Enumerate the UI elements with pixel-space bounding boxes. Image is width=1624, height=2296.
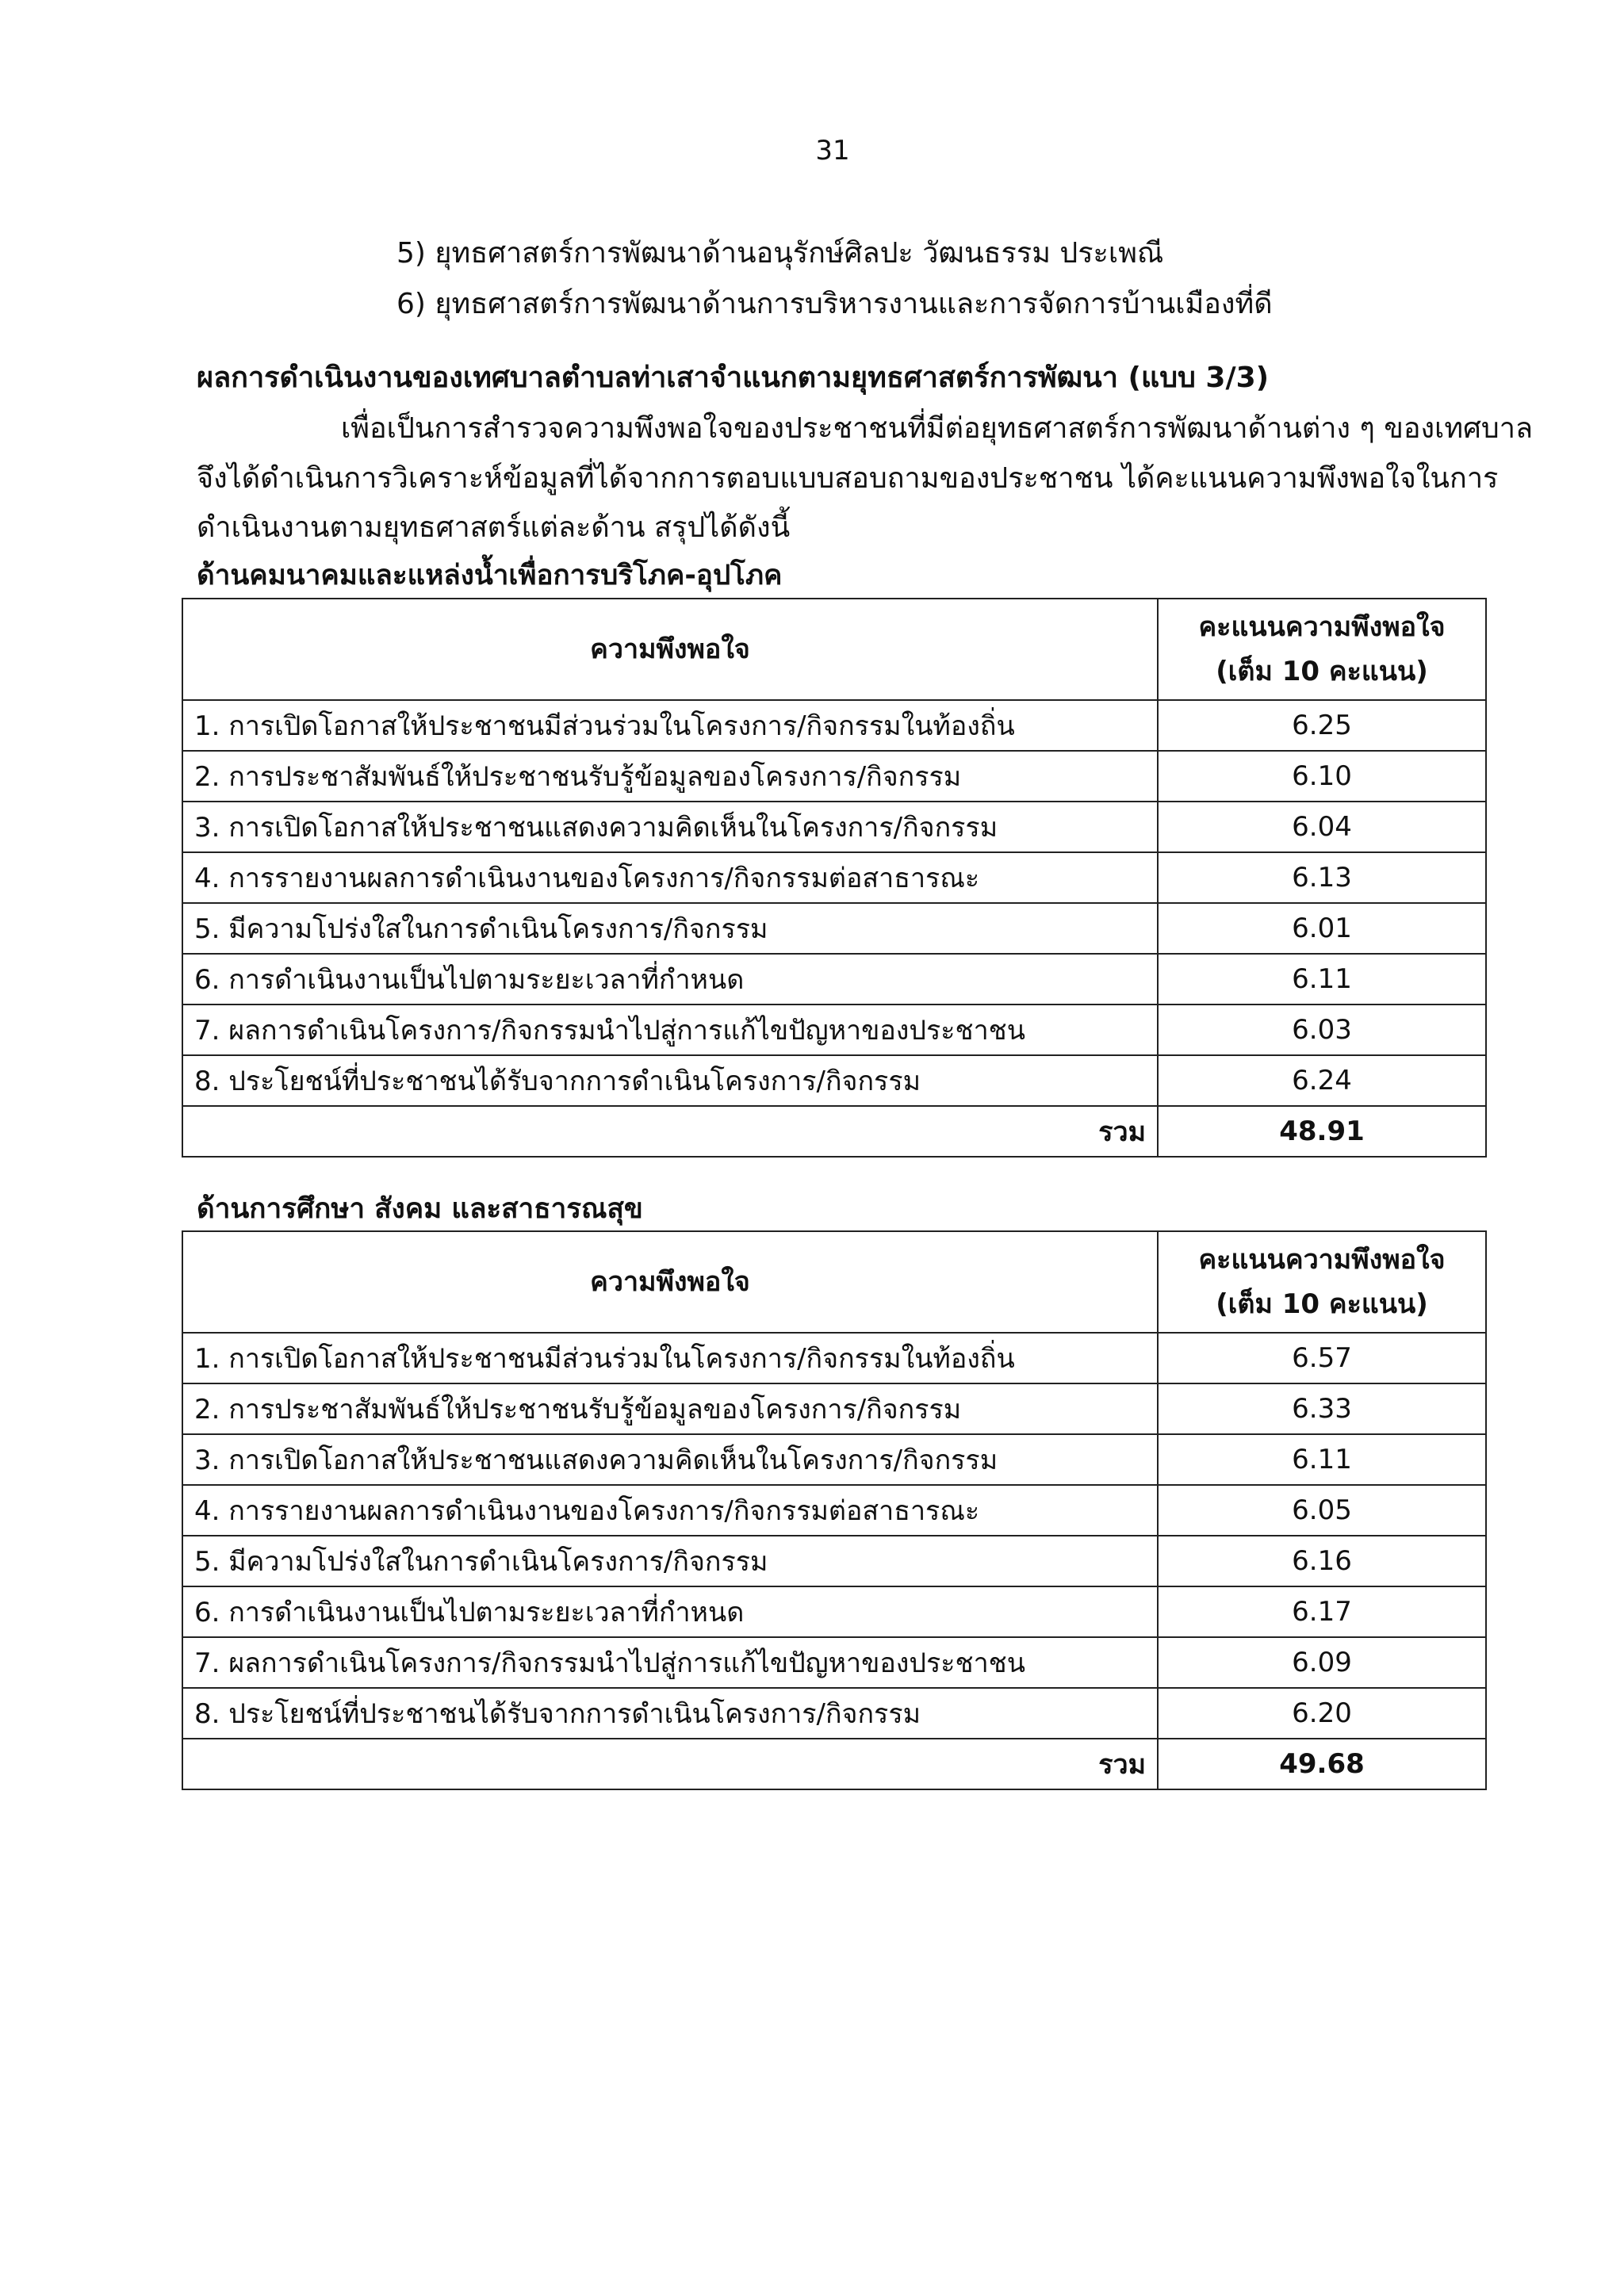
- total-value: 49.68: [1158, 1739, 1486, 1789]
- header-satisfaction: ความพึงพอใจ: [182, 599, 1158, 700]
- row-score: 6.09: [1158, 1637, 1486, 1688]
- table-row: [182, 1637, 1486, 1688]
- row-score: 6.11: [1158, 1434, 1486, 1485]
- header-satisfaction: ความพึงพอใจ: [182, 1231, 1158, 1333]
- satisfaction-table-education: [182, 1230, 1487, 1790]
- table-row: [182, 751, 1486, 802]
- row-item: 6. การดำเนินงานเป็นไปตามระยะเวลาที่กำหนด: [182, 954, 1158, 1004]
- row-score: 6.03: [1158, 1004, 1486, 1055]
- row-score: 6.24: [1158, 1055, 1486, 1106]
- section-title-transport: ด้านคมนาคมและแหล่งน้ำเพื่อการบริโภค-อุปโภค: [197, 560, 783, 591]
- total-row: [182, 1739, 1486, 1789]
- intro-paragraph-line-1: เพื่อเป็นการสำรวจความพึงพอใจของประชาชนที่มีต่อยุทธศาสตร์การพัฒนาด้านต่าง ๆ ของเทศบาล: [341, 412, 1534, 445]
- strategy-line-5: 5) ยุทธศาสตร์การพัฒนาด้านอนุรักษ์ศิลปะ วัฒนธรรม ประเพณี: [396, 237, 1164, 270]
- table-row: [182, 1586, 1486, 1637]
- table-header-row: [182, 599, 1486, 700]
- section-title-education: ด้านการศึกษา สังคม และสาธารณสุข: [197, 1193, 643, 1225]
- strategy-line-6: 6) ยุทธศาสตร์การพัฒนาด้านการบริหารงานและการจัดการบ้านเมืองที่ดี: [396, 288, 1273, 320]
- table-row: [182, 1004, 1486, 1055]
- row-item: 8. ประโยชน์ที่ประชาชนได้รับจากการดำเนินโครงการ/กิจกรรม: [182, 1055, 1158, 1106]
- header-score-line-1: คะแนนความพึงพอใจ: [1198, 611, 1446, 643]
- satisfaction-table-transport: [182, 598, 1487, 1158]
- header-score: [1158, 1231, 1486, 1333]
- row-item: 3. การเปิดโอกาสให้ประชาชนแสดงความคิดเห็นในโครงการ/กิจกรรม: [182, 802, 1158, 852]
- row-score: 6.01: [1158, 903, 1486, 954]
- row-score: 6.57: [1158, 1333, 1486, 1383]
- row-item: 5. มีความโปร่งใสในการดำเนินโครงการ/กิจกรรม: [182, 1536, 1158, 1586]
- results-heading: ผลการดำเนินงานของเทศบาลตำบลท่าเสาจำแนกตามยุทธศาสตร์การพัฒนา (แบบ 3/3): [197, 362, 1270, 394]
- row-score: 6.05: [1158, 1485, 1486, 1536]
- row-item: 6. การดำเนินงานเป็นไปตามระยะเวลาที่กำหนด: [182, 1586, 1158, 1637]
- row-item: 7. ผลการดำเนินโครงการ/กิจกรรมนำไปสู่การแก้ไขปัญหาของประชาชน: [182, 1004, 1158, 1055]
- table-row: [182, 1055, 1486, 1106]
- table-row: [182, 802, 1486, 852]
- row-item: 4. การรายงานผลการดำเนินงานของโครงการ/กิจกรรมต่อสาธารณะ: [182, 852, 1158, 903]
- row-item: 5. มีความโปร่งใสในการดำเนินโครงการ/กิจกรรม: [182, 903, 1158, 954]
- table-row: [182, 954, 1486, 1004]
- row-score: 6.16: [1158, 1536, 1486, 1586]
- total-value: 48.91: [1158, 1106, 1486, 1157]
- row-score: 6.04: [1158, 802, 1486, 852]
- row-score: 6.33: [1158, 1383, 1486, 1434]
- row-item: 4. การรายงานผลการดำเนินงานของโครงการ/กิจกรรมต่อสาธารณะ: [182, 1485, 1158, 1536]
- table-row: [182, 1333, 1486, 1383]
- table-row: [182, 1688, 1486, 1739]
- row-item: 1. การเปิดโอกาสให้ประชาชนมีส่วนร่วมในโครงการ/กิจกรรมในท้องถิ่น: [182, 1333, 1158, 1383]
- intro-paragraph-line-2: จึงได้ดำเนินการวิเคราะห์ข้อมูลที่ได้จากการตอบแบบสอบถามของประชาชน ได้คะแนนความพึงพอใจในการ: [197, 462, 1499, 495]
- total-row: [182, 1106, 1486, 1157]
- row-item: 2. การประชาสัมพันธ์ให้ประชาชนรับรู้ข้อมูลของโครงการ/กิจกรรม: [182, 1383, 1158, 1434]
- table-row: [182, 1485, 1486, 1536]
- row-score: 6.11: [1158, 954, 1486, 1004]
- row-score: 6.17: [1158, 1586, 1486, 1637]
- row-item: 2. การประชาสัมพันธ์ให้ประชาชนรับรู้ข้อมูลของโครงการ/กิจกรรม: [182, 751, 1158, 802]
- row-item: 3. การเปิดโอกาสให้ประชาชนแสดงความคิดเห็นในโครงการ/กิจกรรม: [182, 1434, 1158, 1485]
- table-row: [182, 1536, 1486, 1586]
- header-score: [1158, 599, 1486, 700]
- row-item: 8. ประโยชน์ที่ประชาชนได้รับจากการดำเนินโครงการ/กิจกรรม: [182, 1688, 1158, 1739]
- header-score-line-2: (เต็ม 10 คะแนน): [1216, 1288, 1428, 1320]
- intro-paragraph-line-3: ดำเนินงานตามยุทธศาสตร์แต่ละด้าน สรุปได้ดังนี้: [197, 511, 791, 544]
- header-score-line-2: (เต็ม 10 คะแนน): [1216, 656, 1428, 687]
- table-header-row: [182, 1231, 1486, 1333]
- total-label: รวม: [182, 1106, 1158, 1157]
- row-item: 7. ผลการดำเนินโครงการ/กิจกรรมนำไปสู่การแก้ไขปัญหาของประชาชน: [182, 1637, 1158, 1688]
- row-score: 6.10: [1158, 751, 1486, 802]
- total-label: รวม: [182, 1739, 1158, 1789]
- row-score: 6.13: [1158, 852, 1486, 903]
- table-row: [182, 852, 1486, 903]
- row-score: 6.25: [1158, 700, 1486, 751]
- table-row: [182, 1383, 1486, 1434]
- table-row: [182, 700, 1486, 751]
- header-score-line-1: คะแนนความพึงพอใจ: [1198, 1244, 1446, 1276]
- row-score: 6.20: [1158, 1688, 1486, 1739]
- row-item: 1. การเปิดโอกาสให้ประชาชนมีส่วนร่วมในโครงการ/กิจกรรมในท้องถิ่น: [182, 700, 1158, 751]
- page-number: 31: [815, 135, 850, 166]
- table-row: [182, 1434, 1486, 1485]
- table-row: [182, 903, 1486, 954]
